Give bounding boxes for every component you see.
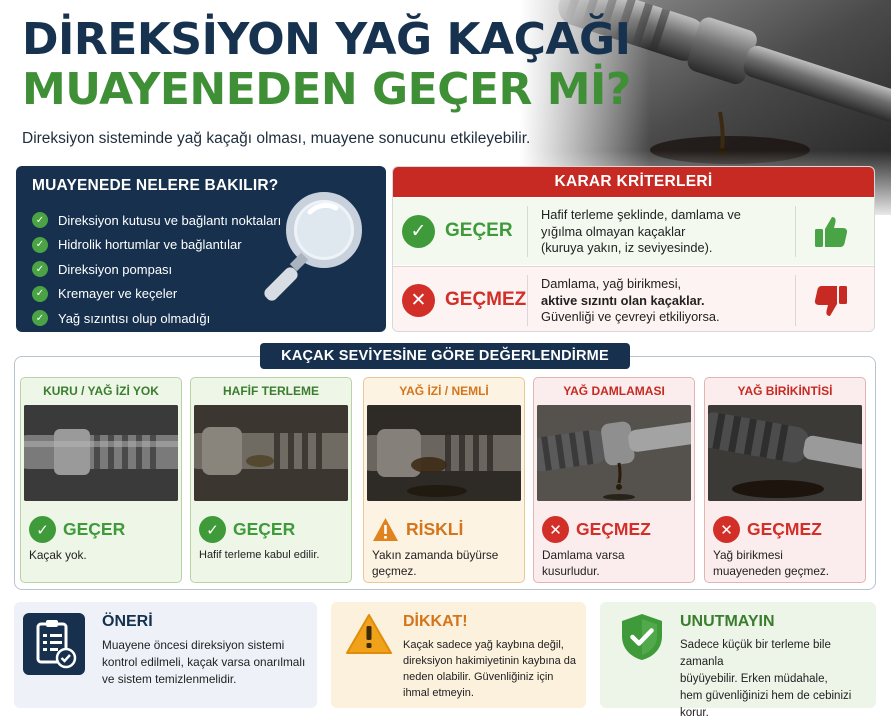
- level-photo-oil-puddle: [708, 405, 862, 501]
- levels-title: KAÇAK SEVİYESİNE GÖRE DEĞERLENDİRME: [260, 343, 630, 369]
- warning-icon: [346, 613, 392, 655]
- magnifier-icon: [260, 186, 370, 301]
- cross-icon: ✕: [402, 284, 435, 317]
- tip-reminder-line1: Sadece küçük bir terleme bile zamanla: [680, 639, 831, 668]
- cross-icon: ✕: [713, 516, 740, 543]
- criteria-pass-line2: yığılma olmayan kaçaklar: [541, 223, 686, 239]
- level-card-verdict: GEÇMEZ: [747, 519, 822, 539]
- warning-icon: [372, 516, 399, 543]
- check-icon: ✓: [32, 310, 48, 326]
- list-item-label: Kremayer ve keçeler: [58, 286, 178, 302]
- level-card-verdict: GEÇER: [233, 519, 296, 539]
- criteria-row-pass: [393, 198, 874, 265]
- level-card-note: [713, 547, 861, 579]
- check-icon: ✓: [32, 261, 48, 277]
- list-item: [32, 208, 281, 233]
- thumbs-up-icon: [813, 214, 849, 250]
- tip-warning-line1: Kaçak sadece yağ kaybına değil,: [403, 639, 564, 651]
- tip-warning-line3: neden olabilir. Güvenliğiniz için: [403, 671, 554, 683]
- level-photo-dry: [24, 405, 178, 501]
- criteria-fail-line2: aktive sızıntı olan kaçaklar.: [541, 292, 705, 308]
- check-icon: ✓: [32, 286, 48, 302]
- level-card-title: HAFİF TERLEME: [223, 384, 319, 398]
- level-card-note: [29, 547, 177, 563]
- inspection-panel: [16, 166, 386, 332]
- level-photo-oil-drip: [537, 405, 691, 501]
- level-card-note-line1: Damlama varsa: [542, 548, 625, 562]
- tip-recommendation-line3: ve sistem temizlenmelidir.: [102, 672, 237, 686]
- level-card-note: [199, 547, 347, 563]
- criteria-row-fail: [393, 266, 874, 332]
- page-title-line1: DİREKSİYON YAĞ KAÇAĞI: [22, 14, 631, 65]
- cross-icon: ✕: [542, 516, 569, 543]
- tip-recommendation-title: ÖNERİ: [102, 613, 153, 630]
- level-card-note: [372, 547, 520, 579]
- tip-reminder-line3: hem güvenliğinizi hem de cebinizi: [680, 690, 852, 702]
- divider: [795, 206, 796, 257]
- level-photo-light-sweat: [194, 405, 348, 501]
- criteria-pass-line3: (kuruya yakın, iz seviyesinde).: [541, 240, 713, 255]
- tip-reminder-text: [680, 637, 872, 718]
- level-card-note-line1: Yağ birikmesi: [713, 548, 783, 562]
- level-card-light-sweat: [190, 377, 352, 583]
- check-icon: ✓: [32, 237, 48, 253]
- tip-warning-line2: direksiyon hakimiyetinin kaybına da: [403, 655, 577, 667]
- level-card-oil-puddle: [704, 377, 866, 583]
- check-icon: ✓: [32, 212, 48, 228]
- page-title-line2: MUAYENEDEN GEÇER Mİ?: [22, 64, 631, 115]
- tip-warning-title: DİKKAT!: [403, 613, 468, 630]
- tip-reminder-line2: büyüyebilir. Erken müdahale,: [680, 673, 828, 685]
- criteria-fail-line3: Güvenliği ve çevreyi etkiliyorsa.: [541, 309, 720, 324]
- criteria-panel: [392, 166, 875, 332]
- list-item: [32, 233, 281, 258]
- shield-check-icon: [620, 612, 664, 662]
- thumbs-down-icon: [813, 283, 849, 319]
- level-card-verdict: GEÇMEZ: [576, 519, 651, 539]
- inspection-title: MUAYENEDE NELERE BAKILIR?: [32, 177, 279, 194]
- level-card-dry: [20, 377, 182, 583]
- level-card-note-line2: geçmez.: [372, 564, 417, 578]
- level-card-note-line2: kusurludur.: [542, 564, 600, 578]
- tip-warning: [331, 602, 586, 708]
- criteria-fail-description: [541, 276, 791, 326]
- clipboard-icon: [23, 613, 85, 675]
- check-icon: ✓: [199, 516, 226, 543]
- level-card-note-line1: Kaçak yok.: [29, 548, 87, 562]
- check-icon: ✓: [29, 516, 56, 543]
- level-card-title: YAĞ İZİ / NEMLİ: [399, 384, 489, 398]
- tip-recommendation-text: [102, 637, 312, 688]
- list-item: [32, 306, 281, 331]
- tip-recommendation-line1: Muayene öncesi direksiyon sistemi: [102, 638, 285, 652]
- criteria-title: KARAR KRİTERLERİ: [393, 167, 874, 197]
- check-icon: ✓: [402, 215, 435, 248]
- level-photo-oil-trace: [367, 405, 521, 501]
- level-card-oil-trace: [363, 377, 525, 583]
- tip-reminder: [600, 602, 876, 718]
- level-card-note-line1: Hafif terleme kabul edilir.: [199, 549, 320, 561]
- tip-warning-text: [403, 637, 581, 701]
- level-card-title: YAĞ BİRİKİNTİSİ: [737, 384, 833, 398]
- list-item-label: Direksiyon kutusu ve bağlantı noktaları: [58, 212, 282, 228]
- criteria-pass-label: GEÇER: [445, 220, 513, 241]
- level-card-verdict: RİSKLİ: [406, 519, 464, 539]
- tip-reminder-title: UNUTMAYIN: [680, 613, 775, 630]
- inspection-list: [32, 208, 281, 331]
- tip-recommendation: [14, 602, 317, 708]
- list-item-label: Yağ sızıntısı olup olmadığı: [58, 310, 211, 326]
- criteria-fail-line1: Damlama, yağ birikmesi,: [541, 276, 682, 291]
- criteria-fail-label: GEÇMEZ: [445, 289, 527, 310]
- level-card-note: [542, 547, 690, 579]
- level-card-title: YAĞ DAMLAMASI: [563, 384, 665, 398]
- level-card-note-line1: Yakın zamanda büyürse: [372, 548, 499, 562]
- level-card-oil-drip: [533, 377, 695, 583]
- level-card-note-line2: muayeneden geçmez.: [713, 564, 830, 578]
- divider: [527, 275, 528, 326]
- criteria-pass-description: [541, 207, 791, 257]
- list-item-label: Direksiyon pompası: [58, 261, 173, 277]
- tip-reminder-line4: korur.: [680, 707, 709, 718]
- list-item: [32, 257, 281, 282]
- level-card-title: KURU / YAĞ İZİ YOK: [43, 384, 159, 398]
- page-subtitle: Direksiyon sisteminde yağ kaçağı olması, muayene sonucunu etkileyebilir.: [22, 130, 531, 147]
- divider: [527, 206, 528, 257]
- list-item-label: Hidrolik hortumlar ve bağlantılar: [58, 237, 242, 253]
- list-item: [32, 282, 281, 307]
- criteria-pass-line1: Hafif terleme şeklinde, damlama ve: [541, 207, 741, 222]
- level-card-verdict: GEÇER: [63, 519, 126, 539]
- tip-warning-line4: ihmal etmeyin.: [403, 687, 474, 699]
- divider: [795, 275, 796, 326]
- tip-recommendation-line2: kontrol edilmeli, kaçak varsa onarılmalı: [102, 655, 306, 669]
